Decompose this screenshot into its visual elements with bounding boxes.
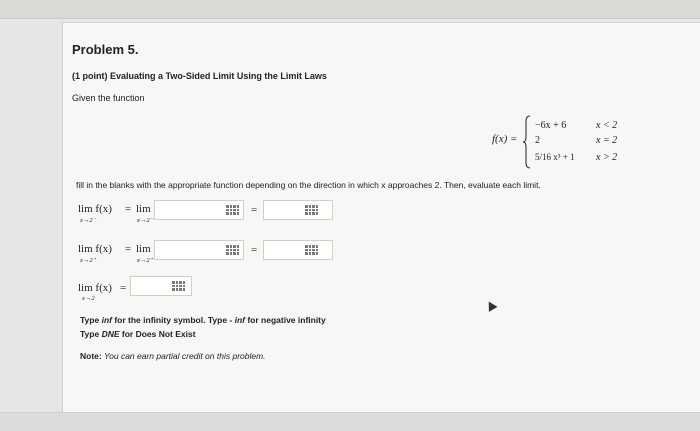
row3-limit: lim f(x) (78, 282, 112, 294)
row1-subscript-right: x→2⁻ (137, 217, 154, 224)
row1-equals-2: = (251, 204, 258, 216)
top-browser-strip (0, 0, 700, 19)
neg-infinity-word: - inf (229, 315, 245, 325)
row2-subscript-left: x→2⁺ (80, 257, 97, 264)
function-lhs: f(x) = (492, 133, 518, 145)
row1-limit-right: lim (136, 203, 151, 215)
infinity-word: inf (101, 315, 112, 325)
equation-editor-icon[interactable] (226, 205, 239, 215)
given-text: Given the function (72, 93, 145, 103)
note-label: Note: (80, 351, 102, 361)
dne-note (80, 329, 196, 339)
row3-equals: = (120, 282, 127, 294)
note-text: You can earn partial credit on this problem. (101, 351, 266, 361)
row2-limit-right: lim (136, 243, 151, 255)
case-3-expr: 5/16 x³ + 1 (535, 152, 575, 162)
problem-subtitle: (1 point) Evaluating a Two-Sided Limit Using the Limit Laws (72, 71, 327, 81)
partial-credit-note (80, 351, 266, 361)
row2-equals-2: = (251, 244, 258, 256)
equation-editor-icon[interactable] (305, 205, 318, 215)
row1-equals-1: = (125, 203, 132, 215)
bottom-browser-strip (0, 412, 700, 431)
case-2-expr: 2 (535, 135, 540, 146)
dne-note-prefix: Type (80, 329, 102, 339)
row2-limit-left: lim f(x) (78, 243, 112, 255)
problem-title: Problem 5. (72, 42, 139, 57)
row2-value-input[interactable] (263, 240, 333, 260)
case-1-expr: −6x + 6 (535, 120, 567, 131)
row2-subscript-right: x→2⁺ (137, 257, 154, 264)
equation-editor-icon[interactable] (172, 281, 185, 291)
equation-editor-icon[interactable] (226, 245, 239, 255)
case-1-cond: x < 2 (596, 120, 618, 131)
equation-editor-icon[interactable] (305, 245, 318, 255)
row1-subscript-left: x→2⁻ (80, 217, 97, 224)
row3-subscript: x→2 (82, 295, 95, 302)
row1-value-input[interactable] (263, 200, 333, 220)
dne-note-suffix: for Does Not Exist (119, 329, 196, 339)
dne-word: DNE (101, 329, 120, 339)
infinity-note-mid: for the infinity symbol. Type (111, 315, 230, 325)
infinity-note (80, 315, 326, 325)
case-3-cond: x > 2 (596, 152, 618, 163)
infinity-note-suffix: for negative infinity (244, 315, 326, 325)
row2-equals-1: = (125, 243, 132, 255)
infinity-note-prefix: Type (80, 315, 102, 325)
case-2-cond: x = 2 (596, 135, 618, 146)
row1-limit-left: lim f(x) (78, 203, 112, 215)
piecewise-brace (523, 115, 531, 169)
instructions-text: fill in the blanks with the appropriate function depending on the direction in which x approaches 2. Then, evaluate each limit. (76, 180, 541, 190)
